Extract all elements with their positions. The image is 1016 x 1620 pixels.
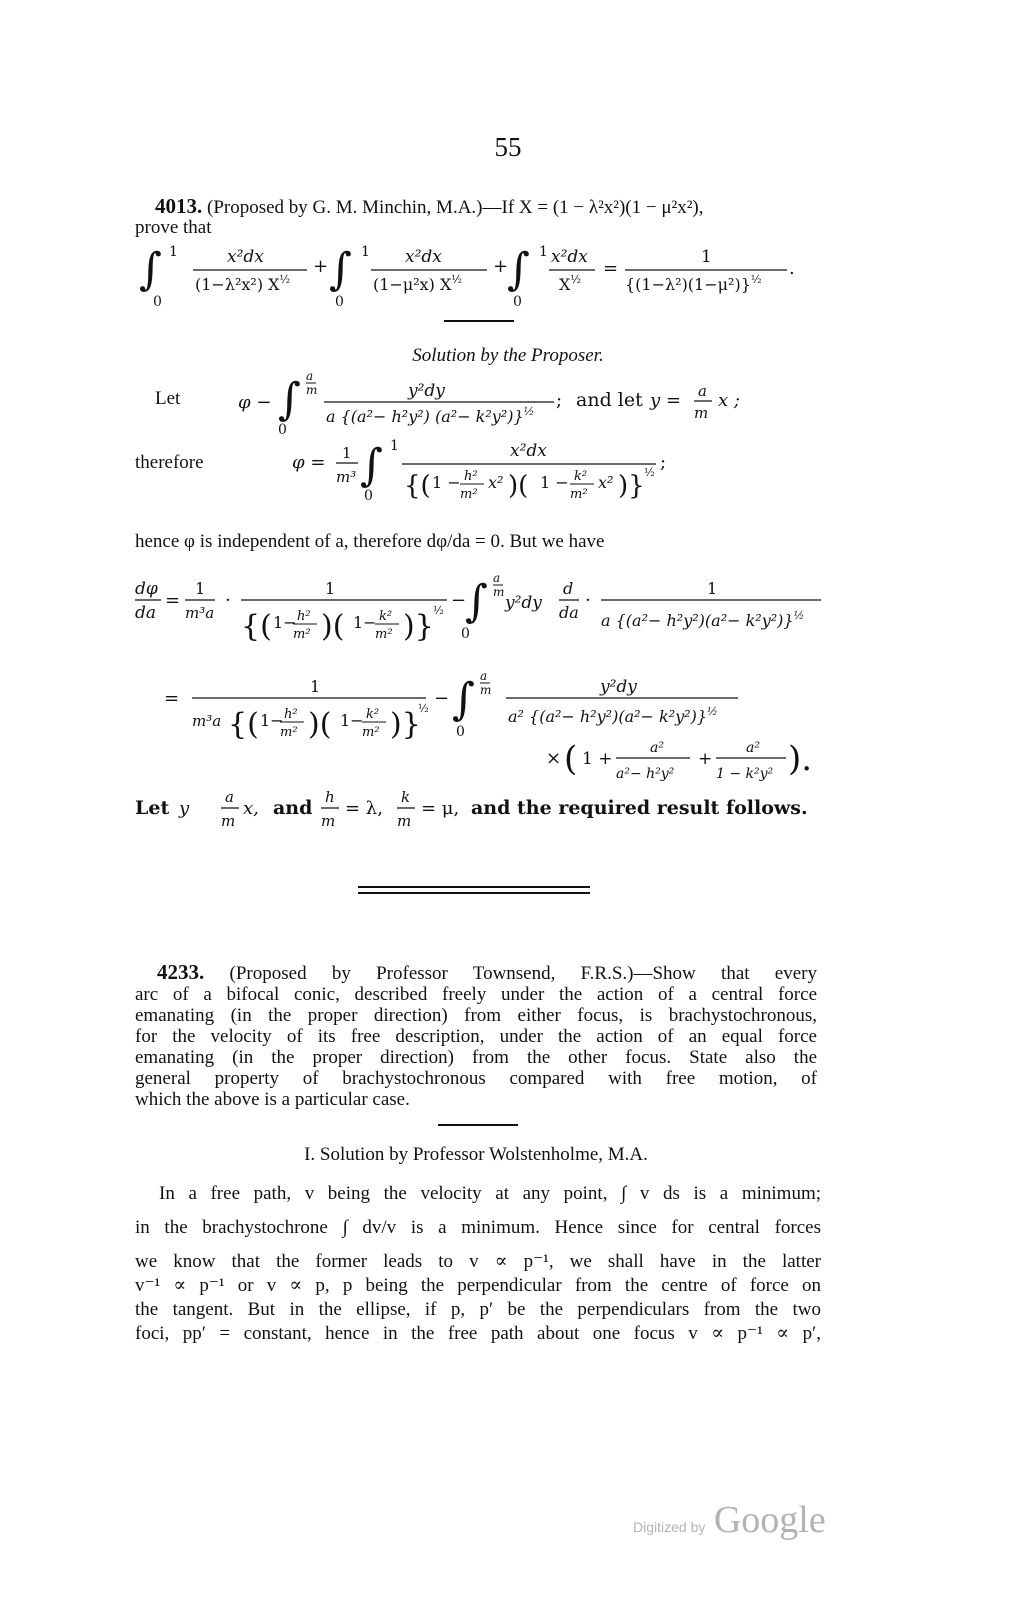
svg-text:m: m	[694, 404, 709, 422]
svg-text:x²dx: x²dx	[405, 247, 442, 267]
svg-text:½: ½	[433, 604, 444, 617]
svg-text:x²: x²	[598, 473, 614, 492]
svg-text:∫: ∫	[507, 244, 530, 295]
q4233-line-3: emanating (in the proper direction) from either focus, is brachystochronous,	[135, 1005, 817, 1026]
svg-text:m²: m²	[460, 487, 478, 502]
svg-text:)}: )}	[390, 707, 421, 742]
svg-text:a²− h²y²: a²− h²y²	[616, 766, 675, 782]
svg-text:1: 1	[361, 244, 370, 260]
svg-text:a: a	[493, 571, 501, 585]
let-label: Let	[155, 388, 181, 409]
svg-text:1: 1	[539, 244, 548, 260]
svg-text:m³a: m³a	[192, 712, 222, 730]
svg-text:m²: m²	[362, 725, 380, 740]
q4013-number: 4013.	[155, 194, 203, 218]
separator-rule-top	[358, 886, 590, 888]
svg-text:x ;: x ;	[718, 390, 740, 411]
digitized-watermark	[633, 1498, 826, 1542]
q4233-line-2: arc of a bifocal conic, described freely under the action of a central force	[135, 984, 817, 1005]
svg-text:a {(a²− h²y²)(a²− k²y²)}½: a $\{(a^2- h^2y^2)(a^2- k^2y^2)\}^{\frac{1}{2}}$	[601, 609, 805, 630]
svg-text:0: 0	[364, 488, 373, 504]
svg-text:a²: a²	[650, 740, 664, 756]
svg-text:1−: 1−	[273, 613, 297, 632]
svg-text:x²dx: x²dx	[510, 441, 547, 461]
let-equation	[232, 368, 792, 438]
short-rule	[444, 320, 514, 322]
svg-text:φ =: φ =	[292, 452, 326, 473]
svg-text:=: =	[165, 590, 181, 611]
page-number: 55	[494, 132, 522, 162]
svg-text:)(: )(	[321, 609, 345, 644]
svg-text:a: a	[225, 788, 234, 806]
svg-text:= λ,: = λ,	[345, 798, 383, 819]
svg-text:x²: x²	[488, 473, 504, 492]
svg-text:−: −	[451, 590, 467, 611]
svg-text:½: ½	[418, 702, 429, 715]
svg-text:and the required result follow: and the required result follows.	[471, 797, 808, 819]
svg-text:+: +	[698, 749, 713, 769]
svg-text:1 −: 1 −	[432, 473, 461, 492]
body-line-1: In a free path, v being the velocity at any point, ∫ v ds is a minimum;	[159, 1183, 821, 1204]
q4013-solution-heading: Solution by the Proposer.	[412, 345, 604, 366]
svg-text:{(: {(	[228, 707, 259, 742]
svg-text:).: ).	[788, 739, 813, 779]
svg-text:{(1−λ²)(1−μ²)}½: $\{(1-\lambda^2)(1-\mu^2)\}^{\frac{1}{2}}$	[625, 273, 762, 294]
svg-text:h²: h²	[464, 469, 478, 484]
svg-text:a: a	[698, 382, 707, 400]
svg-text:(: (	[564, 739, 578, 779]
svg-text:y: y	[179, 798, 190, 819]
svg-text:m: m	[493, 585, 505, 599]
svg-text:k²: k²	[379, 609, 393, 624]
svg-text:k²: k²	[574, 469, 588, 484]
svg-text:.: .	[789, 258, 795, 279]
svg-text:y²dy: y²dy	[600, 677, 637, 697]
svg-text:1−: 1−	[260, 711, 284, 730]
body-line-4: v⁻¹ ∝ p⁻¹ or v ∝ p, p being the perpendicular from the centre of force on	[135, 1275, 821, 1296]
svg-text:m³a: m³a	[185, 604, 215, 622]
svg-text:Let: Let	[135, 797, 170, 819]
svg-text:X½: $X^{\frac{1}{2}}$	[559, 273, 582, 294]
separator-rule-bottom	[358, 892, 590, 894]
body-line-3: we know that the former leads to v ∝ p⁻¹, we shall have in the latter	[135, 1251, 821, 1272]
q4233-solution-body	[135, 1182, 821, 1346]
svg-text:1: 1	[390, 438, 399, 454]
svg-text:+: +	[313, 256, 329, 277]
svg-text:d: d	[563, 579, 574, 598]
svg-text:;: ;	[556, 390, 563, 411]
svg-text:m²: m²	[375, 627, 393, 642]
q4233-line-4: for the velocity of its free description, under the action of an equal force	[135, 1026, 817, 1047]
svg-text:h²: h²	[297, 609, 311, 624]
svg-text:0: 0	[513, 294, 522, 310]
svg-text:m: m	[306, 383, 318, 397]
dphi-equation	[135, 572, 835, 662]
svg-text:∫: ∫	[465, 576, 488, 627]
svg-text:(1−μ²x) X½: (1−μ²x) $X^{\frac{1}{2}}$	[373, 273, 463, 294]
q4013-main-equation	[135, 240, 835, 310]
q4013-prove-that: prove that	[135, 217, 212, 238]
svg-text:)}: )}	[618, 471, 645, 501]
svg-text:0: 0	[153, 294, 162, 310]
svg-text:×: ×	[546, 748, 562, 769]
short-rule-2	[438, 1124, 518, 1126]
svg-text:m²: m²	[293, 627, 311, 642]
svg-text:(1−λ²x²) X½: (1−λ²x²) $X^{\frac{1}{2}}$	[195, 273, 291, 294]
svg-text:)(: )(	[308, 707, 332, 742]
svg-text:+: +	[493, 256, 509, 277]
svg-text:·: ·	[585, 590, 591, 611]
q4233-line-1: 4233. (Proposed by Professor Townsend, F.R.S.)—Show that every	[157, 960, 817, 984]
svg-text:a {(a²− h²y²) (a²− k²y²)}½: a {(a²− h²y²) (a²− k²y²)}$^{\frac{1}{2}}$	[326, 405, 535, 426]
svg-text:0: 0	[278, 422, 287, 438]
q4233-line-6: general property of brachystochronous compared with free motion, of	[135, 1068, 817, 1089]
q4013-header-line	[155, 196, 835, 218]
hence-line: hence φ is independent of a, therefore dφ/da = 0. But we have	[135, 531, 605, 552]
q4233-solution-heading: I. Solution by Professor Wolstenholme, M.A.	[304, 1144, 648, 1165]
svg-text:x²dx: x²dx	[551, 247, 588, 267]
svg-text:∫: ∫	[278, 374, 301, 425]
svg-text:∫: ∫	[360, 440, 383, 491]
dphi-equation-line2	[160, 670, 820, 790]
svg-text:= μ,: = μ,	[421, 798, 460, 819]
svg-text:a: a	[480, 669, 488, 683]
svg-text:∫: ∫	[329, 244, 352, 295]
svg-text:m: m	[397, 812, 412, 830]
svg-text:1−: 1−	[353, 613, 377, 632]
svg-text:1 − k²y²: 1 − k²y²	[716, 766, 774, 782]
therefore-label: therefore	[135, 452, 204, 473]
svg-text:h: h	[325, 788, 335, 806]
svg-text:da: da	[559, 603, 579, 622]
svg-text:1: 1	[325, 579, 336, 598]
svg-text:m²: m²	[570, 487, 588, 502]
svg-text:)(: )(	[508, 471, 529, 501]
svg-text:1: 1	[342, 444, 352, 462]
svg-text:m: m	[480, 683, 492, 697]
svg-text:y²dy: y²dy	[408, 381, 445, 401]
svg-text:;: ;	[660, 452, 667, 473]
q4233-line-5: emanating (in the proper direction) from the other focus. State also the	[135, 1047, 817, 1068]
q4233-body	[135, 962, 817, 1110]
google-logo: Google	[713, 1499, 826, 1541]
body-line-6: foci, pp′ = constant, hence in the free path about one focus v ∝ p⁻¹ ∝ p′,	[135, 1323, 821, 1344]
svg-text:y²dy: y²dy	[505, 593, 542, 613]
svg-text:y =: y =	[650, 390, 681, 411]
svg-text:0: 0	[335, 294, 344, 310]
svg-text:da: da	[135, 603, 157, 623]
svg-text:½: ½	[644, 466, 655, 479]
svg-text:1−: 1−	[340, 711, 364, 730]
svg-text:0: 0	[456, 724, 465, 740]
body-line-2: in the brachystochrone ∫ dv/v is a minimum. Hence since for central forces	[135, 1217, 821, 1238]
svg-text:k²: k²	[366, 707, 380, 722]
therefore-equation	[292, 436, 692, 516]
svg-text:h²: h²	[284, 707, 298, 722]
svg-text:m³: m³	[336, 468, 357, 486]
svg-text:−: −	[434, 688, 450, 709]
svg-text:1 +: 1 +	[582, 749, 613, 769]
svg-text:k: k	[401, 788, 411, 806]
body-line-5: the tangent. But in the ellipse, if p, p′ be the perpendiculars from the two	[135, 1299, 821, 1320]
svg-text:m: m	[221, 812, 236, 830]
svg-text:1: 1	[169, 244, 178, 260]
q4233-line-7: which the above is a particular case.	[135, 1089, 410, 1110]
svg-text:dφ: dφ	[135, 579, 158, 599]
svg-text:)}: )}	[403, 609, 434, 644]
svg-text:1: 1	[195, 579, 206, 598]
svg-text:and let: and let	[576, 389, 643, 411]
svg-text:{(: {(	[404, 471, 431, 501]
svg-text:·: ·	[225, 590, 231, 611]
final-line	[135, 790, 815, 836]
svg-text:=: =	[603, 258, 619, 279]
svg-text:=: =	[164, 688, 180, 709]
svg-text:1 −: 1 −	[540, 473, 569, 492]
svg-text:φ −: φ −	[238, 392, 272, 413]
q4233-number: 4233.	[157, 960, 205, 984]
svg-text:1: 1	[707, 579, 718, 598]
svg-text:m: m	[321, 812, 336, 830]
svg-text:a²: a²	[746, 740, 760, 756]
svg-text:x,: x,	[243, 798, 259, 819]
svg-text:a: a	[306, 369, 314, 383]
svg-text:and: and	[273, 797, 313, 819]
svg-text:1: 1	[310, 677, 321, 696]
svg-text:a² {(a²− h²y²)(a²− k²y²)}½: a² $\{(a^2- h^2y^2)(a^2- k^2y^2)\}^{\frac{1}{2}}$	[508, 705, 718, 726]
q4013-header: (Proposed by G. M. Minchin, M.A.)—If X = (1 − λ²x²)(1 − μ²x²),	[207, 197, 704, 218]
svg-text:m²: m²	[280, 725, 298, 740]
svg-text:1: 1	[701, 247, 712, 267]
svg-text:0: 0	[461, 626, 470, 642]
svg-text:{(: {(	[241, 609, 272, 644]
watermark-prefix: Digitized by	[633, 1519, 706, 1535]
svg-text:x²dx: x²dx	[227, 247, 264, 267]
svg-text:∫: ∫	[139, 244, 162, 295]
svg-text:∫: ∫	[452, 674, 475, 725]
